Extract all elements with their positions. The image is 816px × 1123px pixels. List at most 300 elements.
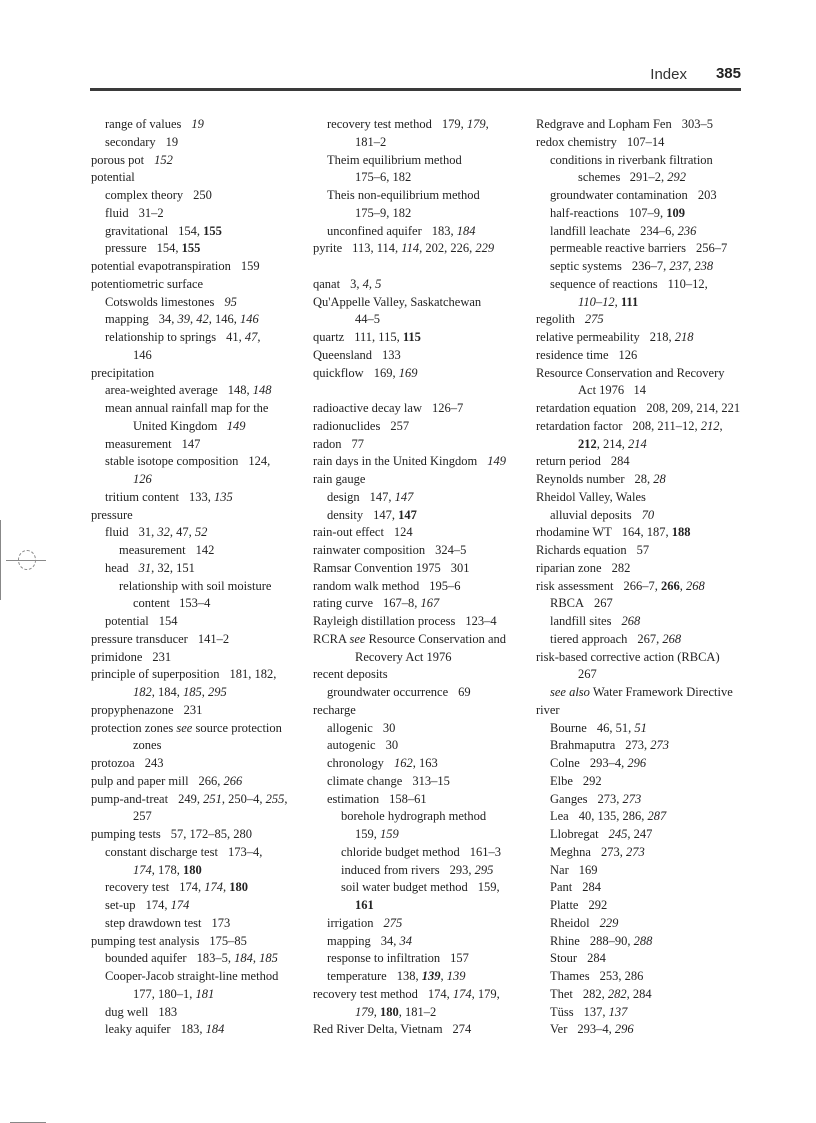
- entry-term: pressure: [91, 507, 133, 522]
- entry-pages: 111, 115, 115: [354, 330, 421, 344]
- entry-term: Ramsar Convention 1975: [313, 560, 441, 575]
- index-subentry: [536, 258, 748, 276]
- entry-term: unconfined aquifer: [327, 223, 422, 238]
- entry-term: allogenic: [327, 720, 373, 735]
- entry-term: recovery test method: [313, 986, 418, 1001]
- entry-term: risk assessment: [536, 578, 614, 593]
- index-entry: [313, 347, 525, 365]
- entry-pages: 273, 273: [597, 791, 642, 806]
- entry-pages: 174, 174, 179,: [427, 986, 500, 1001]
- index-subentry: [313, 879, 525, 897]
- index-subentry: [536, 879, 748, 897]
- entry-term: recent deposits: [313, 667, 388, 682]
- index-subentry: [313, 187, 525, 205]
- entry-term: Platte: [550, 898, 579, 912]
- entry-pages: 218, 218: [649, 330, 694, 344]
- entry-term: complex theory: [105, 188, 184, 202]
- entry-term: leaky aquifer: [105, 1022, 171, 1037]
- entry-pages: 266–7, 266, 268: [623, 578, 705, 593]
- entry-term: regolith: [536, 312, 575, 327]
- index-subentry: [91, 205, 296, 223]
- entry-term: Llobregat: [550, 827, 599, 841]
- entry-pages: 169: [578, 862, 598, 877]
- index-continuation: 110–12, 111: [578, 294, 639, 309]
- index-entry: [536, 489, 748, 507]
- index-entry: [313, 471, 525, 489]
- entry-pages: 159: [240, 259, 260, 273]
- entry-term: mapping: [327, 933, 371, 948]
- index-subentry: [536, 684, 748, 702]
- index-entry: [536, 347, 748, 365]
- page-number: 385: [715, 65, 741, 82]
- index-entry: [536, 116, 748, 134]
- index-subentry: [91, 1004, 296, 1022]
- entry-term: head: [105, 560, 129, 575]
- index-subentry: [313, 684, 525, 702]
- entry-term: Resource Conservation and Recovery: [536, 365, 725, 380]
- index-entry: [313, 702, 525, 720]
- entry-term: landfill sites: [550, 614, 612, 628]
- index-entry: [91, 152, 296, 170]
- index-subentry: [536, 720, 748, 738]
- entry-pages: 19: [165, 134, 179, 149]
- entry-pages: 292: [588, 898, 608, 912]
- index-subentry: [313, 968, 525, 986]
- index-entry: [91, 720, 296, 738]
- index-column-1: [91, 116, 296, 1039]
- letter-gap: [313, 382, 525, 400]
- index-continuation: 126: [133, 472, 152, 486]
- entry-pages: 159,: [477, 880, 500, 895]
- index-entry: [91, 826, 296, 844]
- entry-pages: 137, 137: [583, 1004, 628, 1019]
- entry-term: porous pot: [91, 152, 145, 167]
- entry-term: propyphenazone: [91, 702, 174, 717]
- index-continuation: 159, 159: [355, 827, 399, 841]
- entry-term: secondary: [105, 134, 156, 149]
- entry-pages: 34, 39, 42, 146, 146: [158, 312, 259, 327]
- index-subentry: [536, 950, 748, 968]
- entry-term: fluid: [105, 525, 129, 540]
- entry-term: Meghna: [550, 844, 591, 859]
- entry-pages: 253, 286: [599, 969, 644, 983]
- crop-mark: [0, 520, 46, 600]
- entry-term: relationship to springs: [105, 330, 217, 344]
- entry-term: rainwater composition: [313, 543, 426, 557]
- entry-term: measurement: [105, 436, 172, 451]
- entry-term: conditions in riverbank filtration: [550, 152, 713, 167]
- entry-term: Bourne: [550, 720, 587, 735]
- index-continuation: 182, 184, 185, 295: [133, 685, 227, 699]
- entry-term: measurement: [119, 543, 186, 557]
- index-entry: [313, 524, 525, 542]
- entry-pages: 110–12,: [667, 276, 708, 291]
- entry-term: groundwater occurrence: [327, 685, 449, 699]
- entry-term: potential: [105, 614, 149, 628]
- entry-pages: 284: [610, 454, 630, 469]
- index-entry: [313, 986, 525, 1004]
- index-entry: [313, 276, 525, 294]
- letter-gap: [313, 258, 525, 276]
- entry-pages: 288–90, 288: [589, 933, 653, 948]
- index-subentry: [313, 915, 525, 933]
- entry-pages: 77: [351, 436, 364, 451]
- entry-term: radon: [313, 436, 342, 451]
- entry-term: climate change: [327, 773, 403, 788]
- index-subentry: [313, 152, 525, 170]
- index-continuation: 161: [355, 898, 374, 912]
- index-entry: [91, 666, 296, 684]
- entry-pages: 126: [618, 347, 638, 362]
- index-entry: [313, 666, 525, 684]
- index-entry: [91, 276, 296, 294]
- index-entry: [313, 453, 525, 471]
- index-subentry: [313, 489, 525, 507]
- index-entry: [91, 773, 296, 791]
- index-subentry: [91, 311, 296, 329]
- entry-term: Queensland: [313, 347, 373, 362]
- entry-term: half-reactions: [550, 205, 619, 220]
- index-subentry: [313, 844, 525, 862]
- entry-pages: 158–61: [389, 791, 427, 806]
- entry-term: pressure transducer: [91, 631, 188, 646]
- index-entry: [313, 560, 525, 578]
- entry-term: tiered approach: [550, 631, 628, 646]
- index-continuation: Act 1976 14: [578, 383, 647, 398]
- entry-term: pulp and paper mill: [91, 773, 189, 788]
- index-subentry: [536, 205, 748, 223]
- entry-pages: 30: [385, 738, 399, 753]
- entry-term: Pant: [550, 880, 573, 895]
- index-entry: [313, 613, 525, 631]
- entry-pages: 174, 174, 180: [179, 880, 248, 895]
- index-subentry: [536, 276, 748, 294]
- entry-term: Redgrave and Lopham Fen: [536, 117, 672, 131]
- index-continuation: 257: [133, 809, 152, 824]
- index-subentry: [536, 223, 748, 241]
- entry-pages: 126–7: [431, 401, 464, 415]
- entry-pages: 162, 163: [393, 756, 438, 770]
- entry-term: Rheidol: [550, 915, 590, 930]
- index-subentry: [91, 897, 296, 915]
- entry-pages: 138, 139, 139: [396, 969, 466, 983]
- entry-pages: 167–8, 167: [383, 596, 440, 611]
- entry-term: potential: [91, 170, 135, 185]
- index-subentry: [536, 808, 748, 826]
- index-continuation: 181–2: [355, 134, 387, 149]
- index-entry: [536, 649, 748, 667]
- entry-pages: 293–4, 296: [589, 756, 647, 770]
- entry-pages: 266, 266: [198, 773, 243, 788]
- entry-term: primidone: [91, 649, 143, 664]
- entry-term: precipitation: [91, 365, 155, 380]
- entry-term: rain gauge: [313, 472, 366, 486]
- index-entry: [313, 1021, 525, 1039]
- entry-term: Richards equation: [536, 543, 627, 557]
- entry-term: redox chemistry: [536, 134, 617, 149]
- entry-term: RBCA: [550, 596, 585, 611]
- index-entry: [91, 933, 296, 951]
- index-entry: [536, 311, 748, 329]
- entry-pages: 256–7: [696, 241, 728, 256]
- entry-term: Theim equilibrium method: [327, 152, 462, 167]
- entry-pages: 173: [211, 915, 231, 930]
- header-rule: [90, 88, 741, 91]
- index-entry: [91, 791, 296, 809]
- index-subentry: [313, 808, 525, 826]
- index-subentry: [91, 1021, 296, 1039]
- entry-pages: 234–6, 236: [640, 223, 697, 238]
- index-entry: [313, 418, 525, 436]
- entry-pages: 313–15: [412, 773, 450, 788]
- entry-term: Tüss: [550, 1004, 574, 1019]
- index-subentry: [313, 755, 525, 773]
- index-subentry: [536, 791, 748, 809]
- entry-term: riparian zone: [536, 560, 602, 575]
- index-subentry: [91, 560, 296, 578]
- index-subentry: [91, 844, 296, 862]
- index-subentry: [536, 773, 748, 791]
- index-subentry: [91, 436, 296, 454]
- entry-pages: 267: [594, 596, 613, 611]
- entry-term: RCRA see Resource Conservation and: [313, 631, 507, 646]
- entry-term: Cooper-Jacob straight-line method: [105, 969, 279, 983]
- index-subentry: [536, 968, 748, 986]
- index-subentry: [536, 507, 748, 525]
- entry-term: Nar: [550, 862, 569, 877]
- index-subentry: [536, 613, 748, 631]
- entry-term: soil water budget method: [341, 880, 468, 895]
- entry-pages: 195–6: [429, 578, 461, 593]
- index-entry: [313, 365, 525, 383]
- entry-term: stable isotope composition: [105, 454, 239, 469]
- index-continuation: 267: [578, 667, 597, 682]
- index-subentry: [91, 116, 296, 134]
- index-subentry: [536, 187, 748, 205]
- index-subentry: [91, 968, 296, 986]
- index-subentry: [91, 329, 296, 347]
- entry-term: radionuclides: [313, 418, 381, 433]
- running-header: [90, 64, 741, 86]
- entry-term: landfill leachate: [550, 223, 631, 238]
- entry-term: area-weighted average: [105, 383, 218, 398]
- entry-pages: 293–4, 296: [577, 1022, 634, 1037]
- entry-term: Thet: [550, 986, 573, 1001]
- entry-term: potential evapotranspiration: [91, 259, 231, 273]
- index-entry: [91, 755, 296, 773]
- entry-pages: 70: [641, 507, 655, 522]
- index-subentry: [91, 240, 296, 258]
- index-entry: [91, 702, 296, 720]
- index-entry: [313, 400, 525, 418]
- entry-term: see also Water Framework Directive: [550, 685, 733, 699]
- index-subentry: [91, 578, 296, 596]
- entry-pages: 268: [621, 614, 641, 628]
- entry-pages: 257: [390, 418, 410, 433]
- index-continuation: schemes 291–2, 292: [578, 170, 686, 185]
- entry-term: protozoa: [91, 756, 135, 770]
- entry-term: mean annual rainfall map for the: [105, 401, 269, 415]
- entry-pages: 250: [193, 188, 212, 202]
- index-continuation: 175–9, 182: [355, 205, 412, 220]
- entry-term: Reynolds number: [536, 472, 625, 486]
- index-entry: [313, 595, 525, 613]
- entry-pages: 243: [144, 756, 164, 770]
- entry-pages: 57, 172–85, 280: [170, 827, 253, 841]
- entry-pages: 141–2: [197, 631, 230, 646]
- index-entry: [91, 649, 296, 667]
- entry-term: constant discharge test: [105, 844, 218, 859]
- entry-term: recharge: [313, 702, 356, 717]
- entry-pages: 107–14: [626, 134, 665, 149]
- entry-term: Ver: [550, 1022, 568, 1037]
- index-continuation: 174, 178, 180: [133, 862, 202, 877]
- index-column-3: [536, 116, 748, 1039]
- index-continuation: 146: [133, 347, 152, 362]
- entry-pages: 183–5, 184, 185: [196, 951, 278, 966]
- entry-term: tritium content: [105, 489, 179, 504]
- entry-pages: 152: [154, 152, 173, 167]
- index-entry: [91, 258, 296, 276]
- index-subentry: [313, 507, 525, 525]
- index-entry: [536, 542, 748, 560]
- entry-pages: 34, 34: [380, 933, 412, 948]
- entry-term: rain-out effect: [313, 525, 384, 540]
- index-subentry: [536, 844, 748, 862]
- entry-pages: 133, 135: [188, 489, 233, 504]
- index-subentry: [91, 915, 296, 933]
- entry-term: response to infiltration: [327, 951, 441, 966]
- entry-pages: 41, 47,: [226, 330, 261, 344]
- entry-pages: 124: [393, 525, 413, 540]
- index-subentry: [91, 294, 296, 312]
- entry-pages: 147, 147: [369, 489, 414, 504]
- entry-term: protection zones see source protection: [91, 720, 282, 735]
- entry-term: principle of superposition: [91, 667, 220, 682]
- index-subentry: [91, 453, 296, 471]
- index-entry: [536, 418, 748, 436]
- index-entry: [313, 436, 525, 454]
- index-continuation: 175–6, 182: [355, 170, 412, 185]
- entry-pages: 30: [382, 720, 396, 735]
- entry-term: quartz: [313, 330, 345, 344]
- entry-pages: 282: [611, 560, 631, 575]
- entry-term: Lea: [550, 809, 569, 824]
- entry-term: Rayleigh distillation process: [313, 614, 456, 628]
- entry-pages: 292: [582, 773, 602, 788]
- entry-pages: 19: [191, 117, 204, 131]
- index-subentry: [536, 737, 748, 755]
- entry-term: radioactive decay law: [313, 401, 422, 415]
- entry-term: relative permeability: [536, 330, 640, 344]
- entry-pages: 95: [224, 294, 237, 309]
- entry-term: estimation: [327, 791, 380, 806]
- entry-term: rhodamine WT: [536, 525, 612, 540]
- entry-pages: 229: [599, 915, 619, 930]
- index-subentry: [536, 897, 748, 915]
- entry-term: step drawdown test: [105, 915, 202, 930]
- entry-term: alluvial deposits: [550, 507, 632, 522]
- index-subentry: [313, 950, 525, 968]
- entry-pages: 208, 211–12, 212,: [632, 418, 723, 433]
- entry-term: induced from rivers: [341, 862, 440, 877]
- entry-term: chloride budget method: [341, 844, 460, 859]
- index-subentry: [536, 986, 748, 1004]
- entry-pages: 31, 32, 47, 52: [138, 525, 208, 540]
- entry-pages: 149: [487, 454, 506, 469]
- index-entry: [313, 294, 525, 312]
- index-subentry: [91, 950, 296, 968]
- entry-pages: 231: [152, 649, 172, 664]
- index-subentry: [91, 613, 296, 631]
- index-subentry: [91, 382, 296, 400]
- entry-pages: 46, 51, 51: [596, 720, 647, 735]
- index-subentry: [91, 542, 296, 560]
- entry-pages: 148, 148: [227, 383, 272, 398]
- entry-term: Thames: [550, 969, 590, 983]
- index-subentry: [313, 720, 525, 738]
- entry-term: Colne: [550, 756, 580, 770]
- entry-term: gravitational: [105, 223, 169, 238]
- entry-pages: 274: [452, 1022, 472, 1037]
- index-continuation: 44–5: [355, 312, 380, 327]
- index-entry: [536, 134, 748, 152]
- index-column-2: [313, 116, 525, 1039]
- entry-pages: 183: [158, 1004, 178, 1019]
- entry-term: residence time: [536, 347, 609, 362]
- entry-term: river: [536, 702, 560, 717]
- index-subentry: [313, 862, 525, 880]
- index-continuation: 179, 180, 181–2: [355, 1004, 437, 1019]
- entry-pages: 231: [183, 702, 203, 717]
- entry-term: retardation factor: [536, 418, 623, 433]
- index-entry: [313, 329, 525, 347]
- entry-pages: 245, 247: [608, 827, 653, 841]
- entry-pages: 157: [450, 951, 469, 966]
- index-subentry: [313, 737, 525, 755]
- index-subentry: [313, 223, 525, 241]
- entry-term: bounded aquifer: [105, 951, 187, 966]
- entry-term: temperature: [327, 969, 387, 983]
- index-entry: [91, 631, 296, 649]
- entry-pages: 123–4: [465, 614, 497, 628]
- entry-term: sequence of reactions: [550, 276, 658, 291]
- entry-term: relationship with soil moisture: [119, 578, 272, 593]
- entry-pages: 113, 114, 114, 202, 226, 229: [352, 241, 495, 256]
- entry-term: density: [327, 507, 364, 522]
- index-subentry: [536, 1021, 748, 1039]
- entry-pages: 181, 182,: [229, 667, 277, 682]
- entry-pages: 164, 187, 188: [621, 525, 691, 540]
- entry-term: pyrite: [313, 241, 343, 256]
- entry-pages: 282, 282, 284: [582, 986, 652, 1001]
- entry-term: Rheidol Valley, Wales: [536, 489, 646, 504]
- entry-pages: 31–2: [138, 205, 164, 220]
- index-subentry: [536, 826, 748, 844]
- entry-pages: 208, 209, 214, 221: [646, 401, 741, 415]
- entry-term: Ganges: [550, 791, 588, 806]
- index-entry: [91, 365, 296, 383]
- entry-term: chronology: [327, 756, 384, 770]
- entry-term: design: [327, 489, 360, 504]
- index-entry: [536, 560, 748, 578]
- index-subentry: [536, 933, 748, 951]
- entry-pages: 249, 251, 250–4, 255,: [178, 791, 288, 806]
- entry-term: fluid: [105, 205, 129, 220]
- index-continuation: content 153–4: [133, 596, 211, 611]
- index-subentry: [313, 791, 525, 809]
- index-entry: [536, 524, 748, 542]
